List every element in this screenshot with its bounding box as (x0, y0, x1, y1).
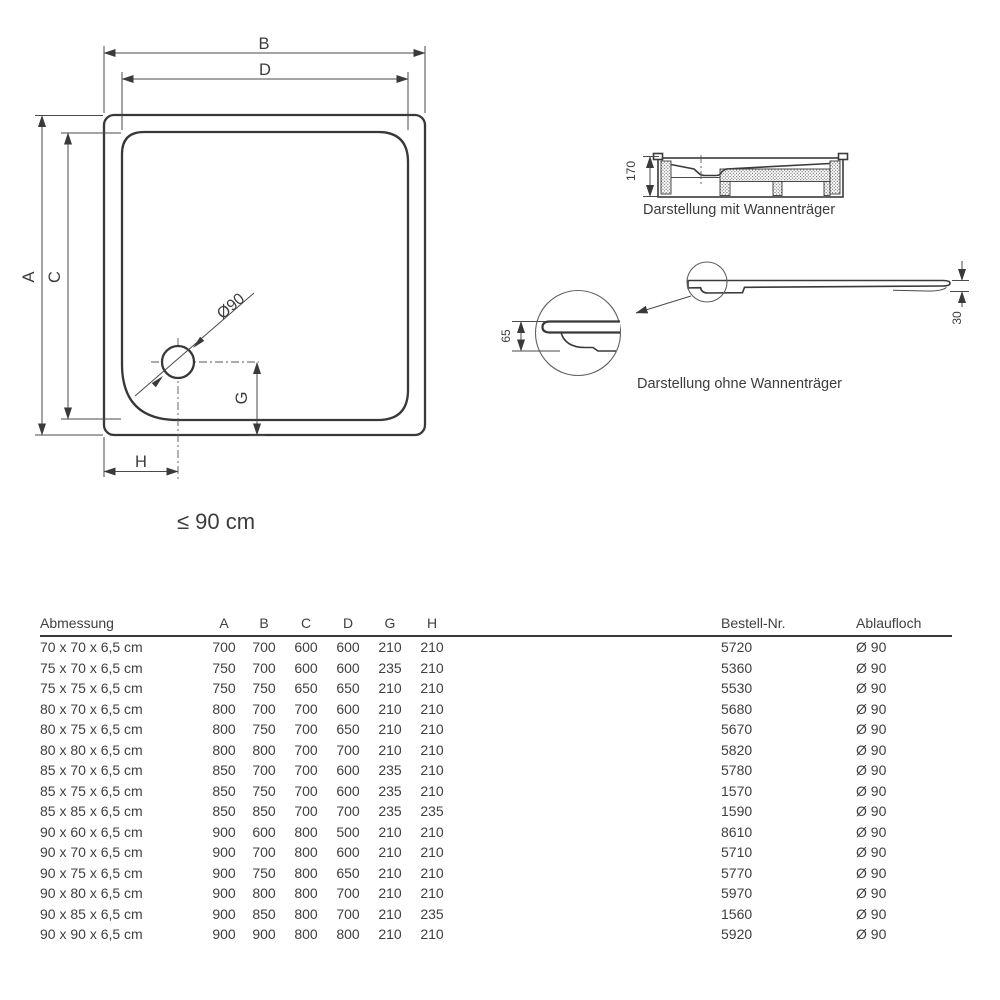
cell-ablaufloch: Ø 90 (856, 844, 887, 861)
cell-a: 800 (212, 700, 236, 717)
cell-ablaufloch: Ø 90 (856, 762, 887, 779)
cell-bestell-nr: 5720 (721, 639, 753, 656)
cell-bestell-nr: 5670 (721, 721, 753, 738)
table-row (40, 842, 952, 863)
cell-d: 600 (336, 659, 360, 676)
cell-ablaufloch: Ø 90 (856, 823, 887, 840)
cell-d: 600 (336, 700, 360, 717)
cell-b: 850 (252, 803, 276, 820)
dimension-table (40, 611, 952, 945)
cell-c: 800 (294, 926, 318, 943)
cell-ablaufloch: Ø 90 (856, 721, 887, 738)
cell-b: 750 (252, 782, 276, 799)
cell-c: 700 (294, 700, 318, 717)
cell-bestell-nr: 5970 (721, 885, 753, 902)
cell-d: 650 (336, 864, 360, 881)
drain-circle (162, 346, 194, 378)
cell-g: 210 (378, 741, 402, 758)
dim-label-d: D (259, 61, 271, 79)
dim-label-c: C (46, 271, 64, 283)
cell-d: 650 (336, 680, 360, 697)
caption-with-carrier: Darstellung mit Wannenträger (643, 202, 836, 218)
dim-label-h: H (135, 453, 147, 471)
cell-g: 210 (378, 680, 402, 697)
cell-d: 600 (336, 762, 360, 779)
table-row (40, 863, 952, 884)
tray-outer-outline (104, 115, 425, 435)
cell-abmessung: 70 x 70 x 6,5 cm (40, 639, 143, 656)
cell-b: 800 (252, 885, 276, 902)
cell-a: 900 (212, 905, 236, 922)
table-body (40, 637, 952, 945)
table-row (40, 740, 952, 761)
detail-view (499, 291, 621, 376)
cell-d: 800 (336, 926, 360, 943)
cell-c: 700 (294, 782, 318, 799)
col-header-b: B (259, 615, 269, 631)
cell-abmessung: 90 x 75 x 6,5 cm (40, 864, 143, 881)
col-header-c: C (300, 615, 312, 631)
cell-abmessung: 80 x 80 x 6,5 cm (40, 741, 143, 758)
dim-170 (624, 157, 659, 197)
cell-g: 210 (378, 885, 402, 902)
cell-abmessung: 85 x 85 x 6,5 cm (40, 803, 143, 820)
cell-bestell-nr: 1560 (721, 905, 753, 922)
cell-g: 235 (378, 803, 402, 820)
cell-abmessung: 80 x 75 x 6,5 cm (40, 721, 143, 738)
cell-g: 210 (378, 864, 402, 881)
cell-bestell-nr: 5820 (721, 741, 753, 758)
caption-without-carrier: Darstellung ohne Wannenträger (637, 376, 843, 392)
cell-c: 800 (294, 864, 318, 881)
table-row (40, 678, 952, 699)
col-header-abmessung: Abmessung (40, 615, 114, 631)
cell-h: 235 (420, 905, 444, 922)
cell-abmessung: 75 x 70 x 6,5 cm (40, 659, 143, 676)
cell-bestell-nr: 5680 (721, 700, 753, 717)
cell-ablaufloch: Ø 90 (856, 700, 887, 717)
cell-b: 700 (252, 700, 276, 717)
cell-a: 900 (212, 844, 236, 861)
cell-a: 750 (212, 680, 236, 697)
cell-h: 210 (420, 659, 444, 676)
cell-bestell-nr: 1570 (721, 782, 753, 799)
cell-a: 850 (212, 782, 236, 799)
cell-b: 750 (252, 680, 276, 697)
cell-b: 700 (252, 762, 276, 779)
cell-c: 600 (294, 659, 318, 676)
cell-g: 210 (378, 700, 402, 717)
cell-b: 700 (252, 844, 276, 861)
cell-d: 500 (336, 823, 360, 840)
cell-a: 750 (212, 659, 236, 676)
dim-label-b: B (258, 35, 270, 53)
cell-bestell-nr: 5360 (721, 659, 753, 676)
tray-rim-right-ear (839, 154, 848, 160)
carrier-leg-middle (773, 182, 782, 196)
cell-h: 210 (420, 680, 444, 697)
table-row (40, 760, 952, 781)
carrier-leg-left (720, 182, 730, 196)
cell-abmessung: 90 x 60 x 6,5 cm (40, 823, 143, 840)
cell-h: 210 (420, 823, 444, 840)
cell-bestell-nr: 5780 (721, 762, 753, 779)
cell-b: 800 (252, 741, 276, 758)
cell-bestell-nr: 5770 (721, 864, 753, 881)
cell-h: 210 (420, 639, 444, 656)
col-header-bestell-nr: Bestell-Nr. (721, 615, 786, 631)
cell-g: 235 (378, 659, 402, 676)
cell-h: 210 (420, 844, 444, 861)
cell-g: 210 (378, 721, 402, 738)
cell-abmessung: 90 x 85 x 6,5 cm (40, 905, 143, 922)
cell-d: 600 (336, 782, 360, 799)
cell-g: 235 (378, 782, 402, 799)
cell-bestell-nr: 5920 (721, 926, 753, 943)
cell-c: 700 (294, 721, 318, 738)
cell-h: 210 (420, 926, 444, 943)
cell-ablaufloch: Ø 90 (856, 639, 887, 656)
dim-label-170: 170 (624, 160, 638, 182)
carrier-leg-right (824, 182, 830, 196)
cell-a: 850 (212, 762, 236, 779)
dim-h (104, 437, 178, 477)
cell-h: 210 (420, 864, 444, 881)
cell-b: 700 (252, 659, 276, 676)
plan-view (20, 35, 425, 534)
table-row (40, 781, 952, 802)
col-header-d: D (342, 615, 354, 631)
cell-b: 900 (252, 926, 276, 943)
cell-g: 210 (378, 823, 402, 840)
carrier-support-band (720, 169, 830, 182)
cell-h: 210 (420, 741, 444, 758)
cell-ablaufloch: Ø 90 (856, 741, 887, 758)
dim-label-65: 65 (499, 329, 513, 343)
table-row (40, 637, 952, 658)
cell-c: 800 (294, 905, 318, 922)
cell-h: 210 (420, 782, 444, 799)
dim-30 (950, 261, 969, 325)
cell-d: 700 (336, 885, 360, 902)
cell-bestell-nr: 8610 (721, 823, 753, 840)
carrier-left-wall (661, 161, 671, 194)
dim-label-g: G (233, 391, 251, 405)
cell-c: 800 (294, 823, 318, 840)
cell-ablaufloch: Ø 90 (856, 864, 887, 881)
table-row (40, 658, 952, 679)
cell-c: 700 (294, 741, 318, 758)
detail-pointer-arrow (636, 296, 691, 313)
cell-d: 650 (336, 721, 360, 738)
table-row (40, 719, 952, 740)
tray-side-underedge (893, 288, 947, 292)
table-row (40, 699, 952, 720)
cell-ablaufloch: Ø 90 (856, 885, 887, 902)
cell-d: 700 (336, 741, 360, 758)
cell-c: 600 (294, 639, 318, 656)
cell-bestell-nr: 5530 (721, 680, 753, 697)
cell-h: 235 (420, 803, 444, 820)
col-header-ablaufloch: Ablaufloch (856, 615, 922, 631)
col-header-a: A (219, 615, 229, 631)
cell-d: 600 (336, 844, 360, 861)
cell-d: 600 (336, 639, 360, 656)
cell-ablaufloch: Ø 90 (856, 659, 887, 676)
cell-a: 850 (212, 803, 236, 820)
cell-h: 210 (420, 721, 444, 738)
cell-abmessung: 90 x 70 x 6,5 cm (40, 844, 143, 861)
cell-g: 210 (378, 639, 402, 656)
cell-d: 700 (336, 905, 360, 922)
cell-b: 600 (252, 823, 276, 840)
cell-abmessung: 85 x 75 x 6,5 cm (40, 782, 143, 799)
section-without-carrier (499, 261, 969, 392)
col-header-g: G (384, 615, 396, 631)
cell-h: 210 (420, 700, 444, 717)
cell-ablaufloch: Ø 90 (856, 782, 887, 799)
cell-c: 800 (294, 844, 318, 861)
cell-abmessung: 80 x 70 x 6,5 cm (40, 700, 143, 717)
cell-bestell-nr: 5710 (721, 844, 753, 861)
col-header-h: H (426, 615, 438, 631)
cell-ablaufloch: Ø 90 (856, 680, 887, 697)
table-header-row (40, 611, 952, 637)
table-row (40, 904, 952, 925)
max-width-note: ≤ 90 cm (177, 509, 256, 534)
dim-label-30: 30 (950, 311, 964, 325)
carrier-right-wall (830, 161, 840, 194)
cell-a: 900 (212, 926, 236, 943)
table-row (40, 924, 952, 945)
dim-label-a: A (20, 271, 38, 283)
cell-c: 800 (294, 885, 318, 902)
cell-g: 210 (378, 844, 402, 861)
table-row (40, 822, 952, 843)
cell-ablaufloch: Ø 90 (856, 803, 887, 820)
cell-ablaufloch: Ø 90 (856, 905, 887, 922)
table-row (40, 883, 952, 904)
cell-b: 750 (252, 721, 276, 738)
cell-abmessung: 90 x 90 x 6,5 cm (40, 926, 143, 943)
cell-g: 210 (378, 905, 402, 922)
cell-b: 700 (252, 639, 276, 656)
cell-b: 750 (252, 864, 276, 881)
drain-diameter-label: Ø90 (214, 290, 249, 323)
cell-a: 800 (212, 741, 236, 758)
cell-abmessung: 75 x 75 x 6,5 cm (40, 680, 143, 697)
cell-abmessung: 90 x 80 x 6,5 cm (40, 885, 143, 902)
cell-bestell-nr: 1590 (721, 803, 753, 820)
cell-a: 900 (212, 864, 236, 881)
cell-a: 800 (212, 721, 236, 738)
cell-h: 210 (420, 885, 444, 902)
cell-c: 650 (294, 680, 318, 697)
detail-rim-section (543, 322, 621, 333)
cell-b: 850 (252, 905, 276, 922)
cell-h: 210 (420, 762, 444, 779)
cell-d: 700 (336, 803, 360, 820)
cell-a: 700 (212, 639, 236, 656)
cell-g: 235 (378, 762, 402, 779)
cell-g: 210 (378, 926, 402, 943)
cell-c: 700 (294, 762, 318, 779)
section-with-carrier (624, 154, 848, 219)
cell-a: 900 (212, 885, 236, 902)
detail-under-profile (561, 333, 616, 352)
cell-ablaufloch: Ø 90 (856, 926, 887, 943)
table-row (40, 801, 952, 822)
cell-c: 700 (294, 803, 318, 820)
cell-a: 900 (212, 823, 236, 840)
cell-abmessung: 85 x 70 x 6,5 cm (40, 762, 143, 779)
